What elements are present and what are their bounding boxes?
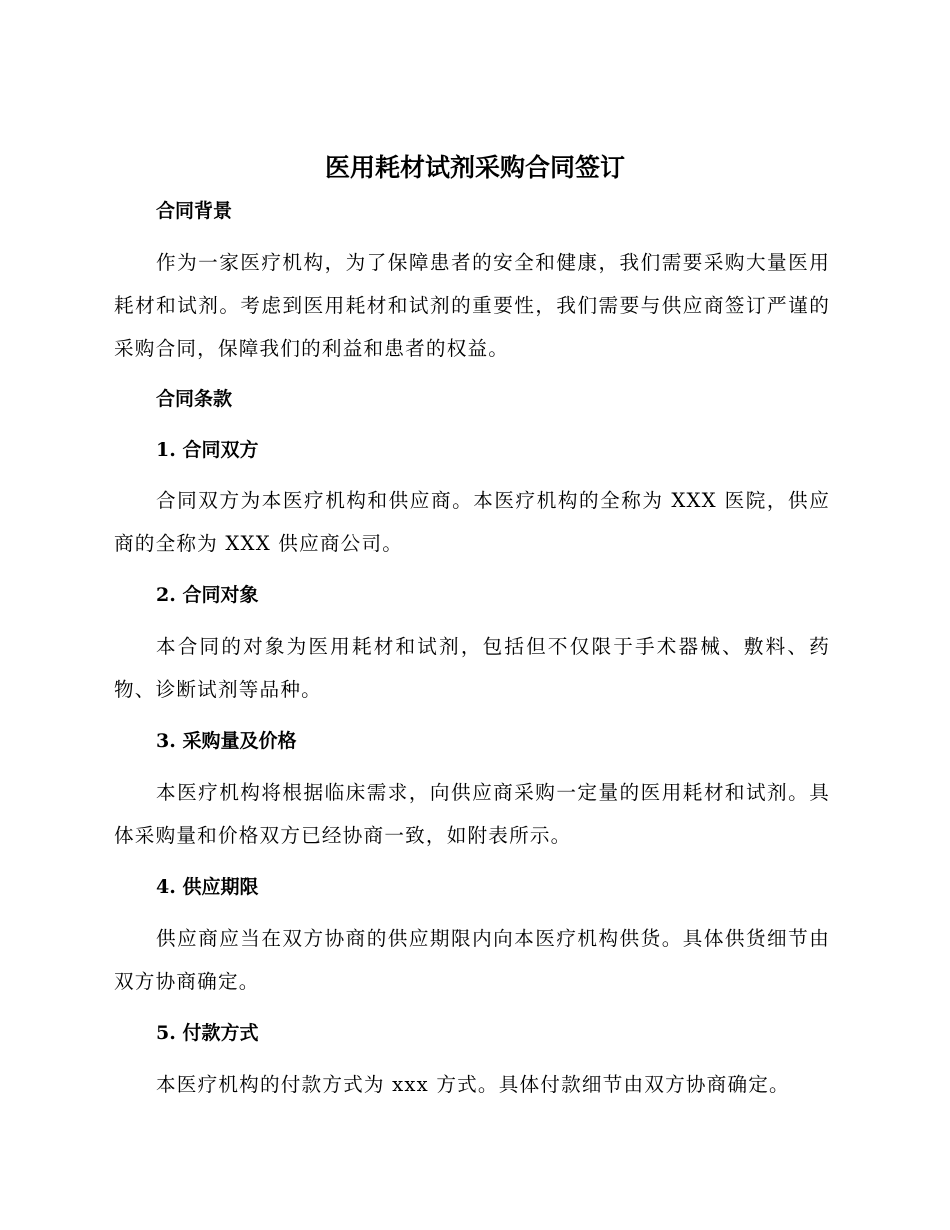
section-paragraph-supply-period: 供应商应当在双方协商的供应期限内向本医疗机构供货。具体供货细节由双方协商确定。 xyxy=(114,927,830,993)
section-heading-supply-period: 4. 供应期限 xyxy=(156,876,259,898)
section-paragraph-parties: 合同双方为本医疗机构和供应商。本医疗机构的全称为 XXX 医院，供应商的全称为 XXX 供应商公司。 xyxy=(114,489,830,555)
section-heading-payment: 5. 付款方式 xyxy=(156,1022,259,1044)
section-heading-subject: 2. 合同对象 xyxy=(156,584,259,606)
section-heading-background: 合同背景 xyxy=(156,200,233,222)
section-paragraph-quantity-price: 本医疗机构将根据临床需求，向供应商采购一定量的医用耗材和试剂。具体采购量和价格双方已经协商一致，如附表所示。 xyxy=(114,781,830,847)
section-paragraph-background: 作为一家医疗机构，为了保障患者的安全和健康，我们需要采购大量医用耗材和试剂。考虑到医用耗材和试剂的重要性，我们需要与供应商签订严谨的采购合同，保障我们的利益和患者的权益。 xyxy=(114,251,830,360)
section-paragraph-subject: 本合同的对象为医用耗材和试剂，包括但不仅限于手术器械、敷料、药物、诊断试剂等品种。 xyxy=(114,635,830,701)
section-heading-terms: 合同条款 xyxy=(156,388,233,410)
document-title: 医用耗材试剂采购合同签订 xyxy=(324,153,625,182)
section-heading-quantity-price: 3. 采购量及价格 xyxy=(156,730,297,752)
section-paragraph-payment: 本医疗机构的付款方式为 xxx 方式。具体付款细节由双方协商确定。 xyxy=(156,1073,790,1096)
section-heading-parties: 1. 合同双方 xyxy=(156,439,259,461)
